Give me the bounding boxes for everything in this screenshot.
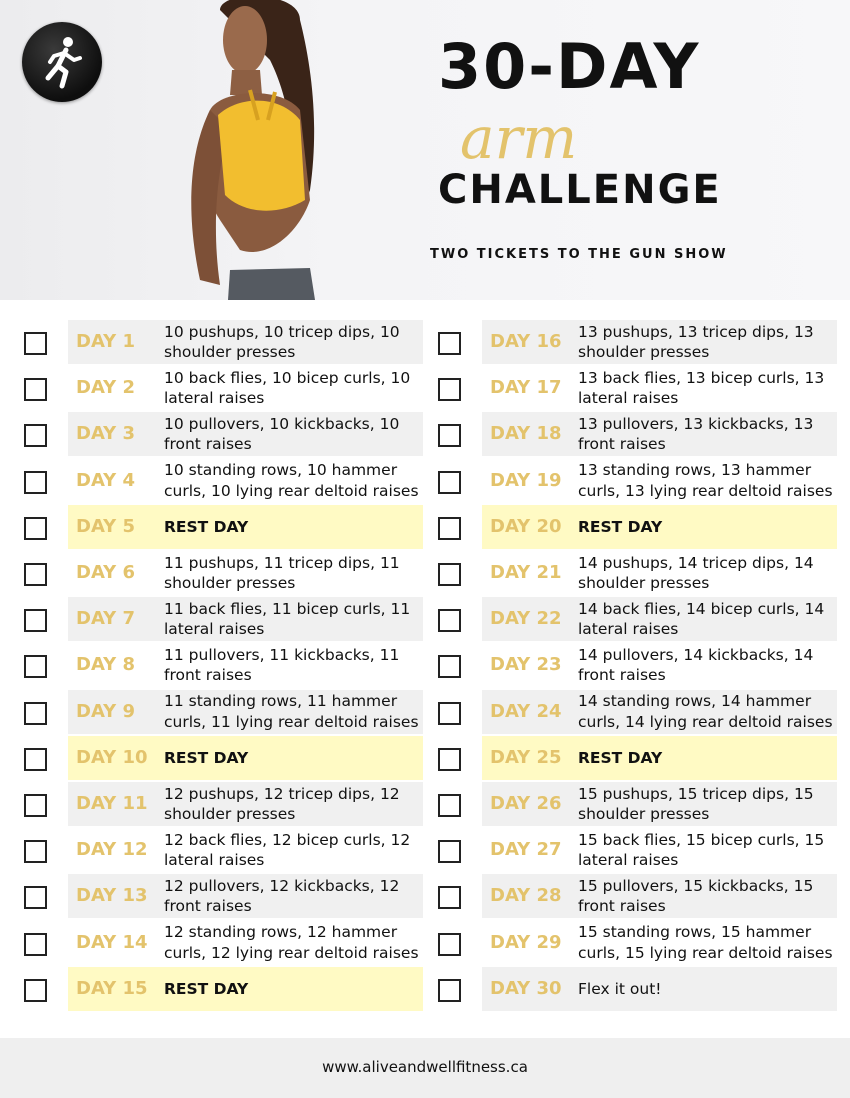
day-row (24, 643, 424, 687)
checkbox-icon[interactable] (438, 933, 461, 956)
day-cell (68, 366, 423, 410)
day-cell (482, 366, 837, 410)
day-row (24, 828, 424, 872)
exercise-text: 13 pushups, 13 tricep dips, 13 shoulder presses (578, 322, 814, 361)
day-cell (68, 690, 423, 734)
day-row (24, 921, 424, 965)
day-label: DAY 20 (490, 515, 562, 537)
day-row (24, 690, 424, 734)
rest-day-text: REST DAY (578, 517, 663, 536)
exercise-text: 10 pushups, 10 tricep dips, 10 shoulder presses (164, 322, 400, 361)
day-row (24, 874, 424, 918)
day-row (24, 505, 424, 549)
checkbox-icon[interactable] (24, 979, 47, 1002)
day-cell (482, 320, 837, 364)
exercise-text: 12 standing rows, 12 hammer curls, 12 lying rear deltoid raises (164, 923, 419, 962)
day-cell (482, 597, 837, 641)
checkbox-icon[interactable] (24, 794, 47, 817)
exercise-text: 12 back flies, 12 bicep curls, 12 lateral raises (164, 831, 411, 870)
day-row (438, 736, 838, 780)
checkbox-icon[interactable] (438, 702, 461, 725)
day-cell (482, 505, 837, 549)
day-cell (482, 736, 837, 780)
exercise-text: Flex it out! (578, 979, 662, 998)
day-label: DAY 21 (490, 562, 562, 583)
rest-day-text: REST DAY (164, 748, 249, 767)
exercise-text: 15 standing rows, 15 hammer curls, 15 lying rear deltoid raises (578, 923, 833, 962)
exercise-text: 14 pullovers, 14 kickbacks, 14 front raises (578, 646, 814, 685)
exercise-text: 15 back flies, 15 bicep curls, 15 lateral raises (578, 831, 825, 870)
day-row (438, 874, 838, 918)
rest-day-text: REST DAY (164, 979, 249, 998)
checkbox-icon[interactable] (438, 794, 461, 817)
day-cell (68, 736, 423, 780)
day-row (24, 967, 424, 1011)
day-label: DAY 10 (76, 746, 148, 768)
day-label: DAY 30 (490, 977, 562, 999)
exercise-text: 13 standing rows, 13 hammer curls, 13 lying rear deltoid raises (578, 461, 833, 500)
checkbox-icon[interactable] (24, 609, 47, 632)
day-row (438, 412, 838, 456)
day-label: DAY 24 (490, 700, 562, 722)
athlete-photo (150, 0, 410, 300)
day-cell (68, 782, 423, 826)
footer (0, 1038, 850, 1098)
exercise-text: 12 pullovers, 12 kickbacks, 12 front raises (164, 877, 400, 916)
exercise-text: 10 back flies, 10 bicep curls, 10 lateral raises (164, 369, 411, 408)
checkbox-icon[interactable] (24, 424, 47, 447)
day-row (438, 967, 838, 1011)
day-label: DAY 8 (76, 654, 135, 676)
day-label: DAY 2 (76, 377, 135, 399)
exercise-text: 13 pullovers, 13 kickbacks, 13 front raises (578, 415, 814, 454)
exercise-text: 13 back flies, 13 bicep curls, 13 lateral raises (578, 369, 825, 408)
day-label: DAY 7 (76, 608, 135, 630)
title-bottom: CHALLENGE (438, 167, 722, 213)
day-label: DAY 19 (490, 469, 562, 491)
day-cell (68, 643, 423, 687)
day-cell (68, 320, 423, 364)
day-row (438, 551, 838, 595)
checkbox-icon[interactable] (438, 424, 461, 447)
exercise-text: 14 standing rows, 14 hammer curls, 14 lying rear deltoid raises (578, 692, 833, 731)
day-label: DAY 11 (76, 793, 148, 814)
day-cell (482, 874, 837, 918)
checkbox-icon[interactable] (438, 609, 461, 632)
checkbox-icon[interactable] (24, 563, 47, 586)
exercise-text: 10 pullovers, 10 kickbacks, 10 front raises (164, 415, 400, 454)
svg-text:arm: arm (460, 108, 578, 172)
day-row (438, 690, 838, 734)
day-cell (482, 459, 837, 503)
day-label: DAY 4 (76, 469, 135, 491)
checkbox-icon[interactable] (438, 471, 461, 494)
day-cell (482, 921, 837, 965)
day-label: DAY 5 (76, 515, 135, 537)
day-cell (68, 459, 423, 503)
checkbox-icon[interactable] (24, 886, 47, 909)
checkbox-icon[interactable] (438, 840, 461, 863)
checkbox-icon[interactable] (24, 933, 47, 956)
exercise-text: 11 pullovers, 11 kickbacks, 11 front raises (164, 646, 400, 685)
day-cell (482, 967, 837, 1011)
day-row (24, 782, 424, 826)
day-row (438, 921, 838, 965)
checkbox-icon[interactable] (24, 332, 47, 355)
day-label: DAY 25 (490, 746, 562, 768)
checkbox-icon[interactable] (438, 563, 461, 586)
day-row (24, 412, 424, 456)
day-cell (482, 782, 837, 826)
checkbox-icon[interactable] (438, 378, 461, 401)
day-cell (482, 828, 837, 872)
day-row (24, 736, 424, 780)
checkbox-icon[interactable] (438, 517, 461, 540)
checkbox-icon[interactable] (24, 840, 47, 863)
subtitle: TWO TICKETS TO THE GUN SHOW (430, 247, 728, 262)
day-label: DAY 18 (490, 423, 562, 445)
day-cell (68, 505, 423, 549)
day-row (438, 643, 838, 687)
day-cell (68, 921, 423, 965)
day-label: DAY 16 (490, 331, 562, 352)
day-label: DAY 12 (76, 839, 148, 861)
checkbox-icon[interactable] (438, 655, 461, 678)
day-cell (68, 967, 423, 1011)
exercise-text: 11 standing rows, 11 hammer curls, 11 lying rear deltoid raises (164, 692, 419, 731)
exercise-text: 14 back flies, 14 bicep curls, 14 lateral raises (578, 600, 825, 639)
checkbox-icon[interactable] (24, 702, 47, 725)
exercise-text: 12 pushups, 12 tricep dips, 12 shoulder presses (164, 784, 400, 823)
day-row (438, 782, 838, 826)
checkbox-icon[interactable] (438, 748, 461, 771)
day-label: DAY 6 (76, 562, 135, 583)
day-cell (482, 643, 837, 687)
day-row (438, 459, 838, 503)
checkbox-icon[interactable] (24, 655, 47, 678)
day-label: DAY 14 (76, 931, 148, 953)
exercise-text: 14 pushups, 14 tricep dips, 14 shoulder presses (578, 553, 814, 592)
rest-day-text: REST DAY (578, 748, 663, 767)
checkbox-icon[interactable] (24, 517, 47, 540)
day-label: DAY 22 (490, 608, 562, 630)
day-row (438, 366, 838, 410)
day-cell (68, 597, 423, 641)
day-label: DAY 13 (76, 885, 148, 907)
exercise-text: 11 back flies, 11 bicep curls, 11 lateral raises (164, 600, 411, 639)
day-row (438, 597, 838, 641)
day-row (438, 828, 838, 872)
day-row (438, 320, 838, 364)
day-cell (68, 551, 423, 595)
day-label: DAY 28 (490, 885, 562, 907)
footer-url: www.aliveandwellfitness.ca (322, 1058, 528, 1076)
title-top: 30-DAY (438, 30, 701, 103)
runner-icon (22, 22, 102, 102)
rest-day-text: REST DAY (164, 517, 249, 536)
day-label: DAY 15 (76, 977, 148, 999)
day-cell (68, 412, 423, 456)
checkbox-icon[interactable] (438, 332, 461, 355)
day-cell (68, 874, 423, 918)
day-label: DAY 3 (76, 423, 135, 445)
checkbox-icon[interactable] (24, 471, 47, 494)
day-row (24, 366, 424, 410)
day-row (24, 597, 424, 641)
day-label: DAY 1 (76, 331, 135, 352)
day-label: DAY 29 (490, 931, 562, 953)
exercise-text: 11 pushups, 11 tricep dips, 11 shoulder presses (164, 553, 400, 592)
day-label: DAY 26 (490, 793, 562, 814)
checkbox-icon[interactable] (24, 378, 47, 401)
exercise-text: 15 pullovers, 15 kickbacks, 15 front raises (578, 877, 814, 916)
day-cell (68, 828, 423, 872)
exercise-text: 15 pushups, 15 tricep dips, 15 shoulder presses (578, 784, 814, 823)
checkbox-icon[interactable] (438, 979, 461, 1002)
checkbox-icon[interactable] (24, 748, 47, 771)
day-label: DAY 27 (490, 839, 562, 861)
day-cell (482, 551, 837, 595)
day-row (24, 320, 424, 364)
header (0, 0, 850, 300)
day-row (438, 505, 838, 549)
day-row (24, 551, 424, 595)
day-cell (482, 412, 837, 456)
day-label: DAY 17 (490, 377, 562, 399)
day-cell (482, 690, 837, 734)
exercise-text: 10 standing rows, 10 hammer curls, 10 lying rear deltoid raises (164, 461, 419, 500)
day-label: DAY 9 (76, 700, 135, 722)
checkbox-icon[interactable] (438, 886, 461, 909)
day-row (24, 459, 424, 503)
day-label: DAY 23 (490, 654, 562, 676)
